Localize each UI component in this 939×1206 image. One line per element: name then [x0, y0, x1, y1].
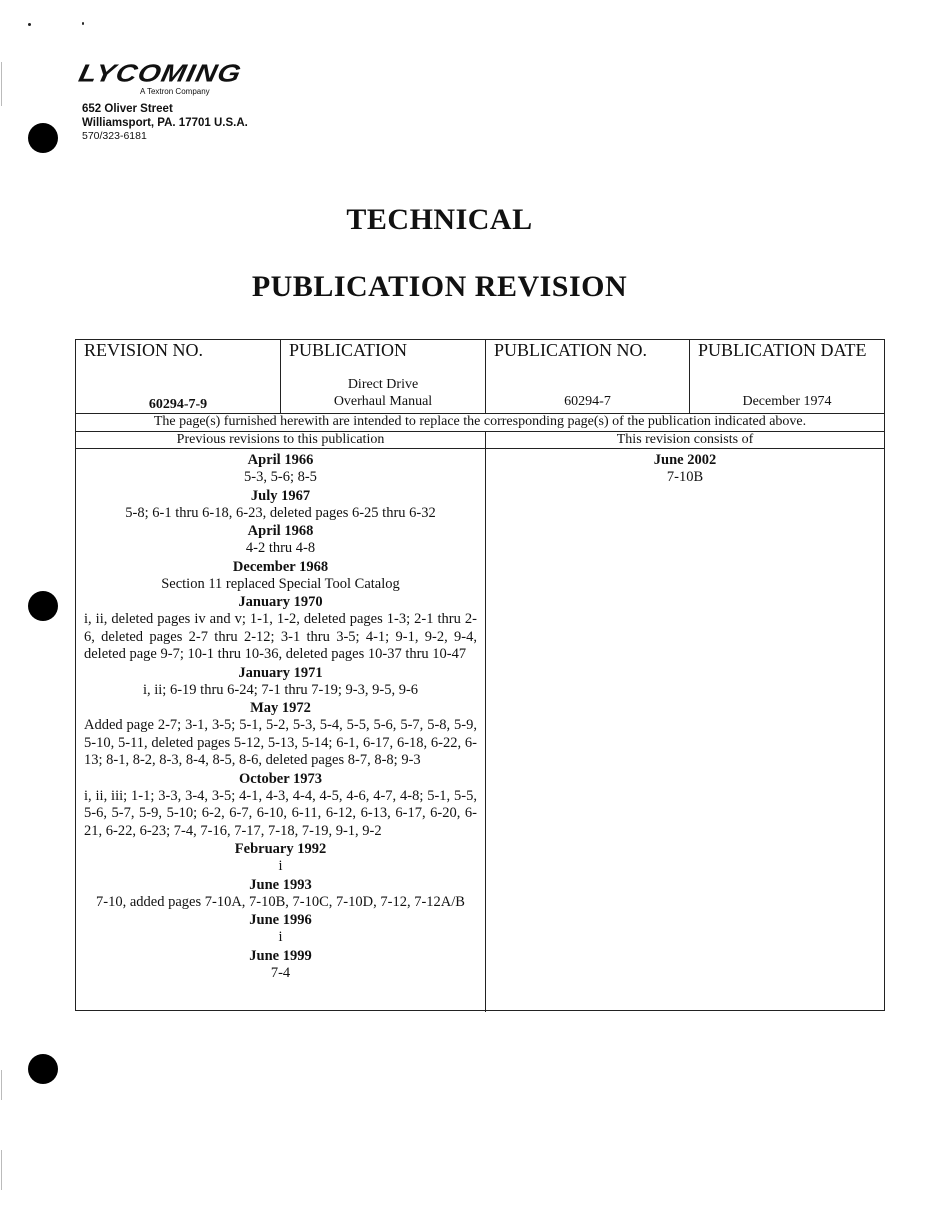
- binder-hole-bottom: [28, 1054, 58, 1084]
- scan-speck: [28, 23, 31, 26]
- revision-date: October 1973: [238, 770, 323, 787]
- publication-date-header: PUBLICATION DATE: [698, 340, 867, 360]
- revision-pages: i, ii, deleted pages iv and v; 1-1, 1-2, deleted pages 1-3; 2-1 thru 2-6, deleted pages 2-7 thru 2-12; 3-1 thru 3-5; 4-1; 9-1, 9-2, 9-4, deleted page 9-7; 10-1 thru 10-36, deleted pages 10-37 thru 10-47: [84, 611, 477, 662]
- revision-no-value: 60294-7-9: [148, 397, 208, 412]
- publication-no-value: 60294-7: [564, 394, 611, 409]
- revision-entry: [84, 452, 477, 487]
- revision-pages: 7-10, added pages 7-10A, 7-10B, 7-10C, 7-10D, 7-12, 7-12A/B: [96, 893, 465, 910]
- revision-date: June 2002: [653, 452, 717, 468]
- previous-revisions-list: [84, 452, 477, 983]
- binder-hole-middle: [28, 591, 58, 621]
- revision-entry: [84, 559, 477, 594]
- company-address: [82, 103, 248, 144]
- revision-date: May 1972: [250, 700, 311, 716]
- revision-date: April 1968: [247, 523, 314, 539]
- scan-speck: [82, 22, 84, 25]
- publication-line-2: Overhaul Manual: [333, 394, 433, 409]
- publication-no-cell: [485, 340, 689, 413]
- revision-entry: [84, 594, 477, 664]
- table-header-row: [76, 340, 884, 414]
- company-logo: LYCOMING: [76, 60, 245, 88]
- publication-no-header: PUBLICATION NO.: [494, 340, 647, 360]
- revision-entry: [84, 665, 477, 700]
- revision-entry: [84, 912, 477, 947]
- publication-cell: [280, 340, 485, 413]
- revision-date: April 1966: [247, 452, 314, 468]
- previous-revisions-header: Previous revisions to this publication: [76, 432, 485, 449]
- revision-date: December 1968: [232, 558, 329, 575]
- revision-pages: 7-4: [270, 964, 291, 981]
- revision-entry: [84, 948, 477, 983]
- address-line-1: 652 Oliver Street: [82, 103, 173, 115]
- revision-date: June 1999: [249, 947, 312, 964]
- publication-date-cell: [689, 340, 884, 413]
- scan-edge-line: [1, 62, 2, 106]
- revision-pages: Section 11 replaced Special Tool Catalog: [161, 575, 400, 592]
- revision-entry: [84, 841, 477, 876]
- document-title-line-2: PUBLICATION REVISION: [251, 270, 628, 303]
- revision-pages: 5-3, 5-6; 8-5: [244, 469, 317, 485]
- document-title-line-1: TECHNICAL: [346, 203, 533, 236]
- revision-entry: [84, 523, 477, 558]
- revision-date: July 1967: [250, 487, 311, 504]
- publication-header: PUBLICATION: [289, 340, 408, 360]
- current-revision-header: This revision consists of: [486, 432, 884, 449]
- revision-entry: [84, 488, 477, 523]
- revision-entry: [84, 877, 477, 912]
- revision-date: June 1993: [249, 876, 312, 893]
- scan-edge-line: [1, 1150, 2, 1190]
- revision-pages: i, ii, iii; 1-1; 3-3, 3-4, 3-5; 4-1, 4-3, 4-4, 4-5, 4-6, 4-7, 4-8; 5-1, 5-5, 5-6, 5-7, 5-9, 5-10; 6-2, 6-7, 6-10, 6-11, 6-12, 6-13, 6-17, 6-20, 6-21, 6-22, 6-23; 7-4, 7-16, 7-17, 7-18, 7-19, 9-1, 9-2: [84, 787, 477, 839]
- column-divider: [485, 432, 486, 1012]
- revision-no-header: REVISION NO.: [84, 340, 203, 360]
- revision-no-cell: [76, 340, 280, 413]
- current-revision-list: [486, 452, 884, 488]
- revision-entry: [84, 771, 477, 841]
- scan-edge-line: [1, 1070, 2, 1100]
- revision-pages: Added page 2-7; 3-1, 3-5; 5-1, 5-2, 5-3, 5-4, 5-5, 5-6, 5-7, 5-8, 5-9, 5-10, 5-11, deleted pages 5-12, 5-13, 5-14; 6-1, 6-17, 6-18, 6-22, 6-13; 8-1, 8-2, 8-3, 8-4, 8-5, 8-6, deleted pages 8-7, 8-8; 9-3: [84, 717, 477, 768]
- company-tagline: A Textron Company: [140, 87, 210, 96]
- revision-table: [75, 339, 885, 1011]
- revision-pages: 5-8; 6-1 thru 6-18, 6-23, deleted pages 6-25 thru 6-32: [125, 504, 436, 521]
- revision-entry: [486, 452, 884, 487]
- binder-hole-top: [28, 123, 58, 153]
- revision-pages: 7-10B: [666, 469, 704, 485]
- publication-date-value: December 1974: [742, 394, 832, 409]
- revision-date: February 1992: [234, 841, 327, 857]
- revision-date: January 1970: [238, 594, 323, 610]
- replacement-notice: The page(s) furnished herewith are intended to replace the corresponding page(s) of the publication indicated above.: [76, 414, 884, 432]
- revision-pages: i, ii; 6-19 thru 6-24; 7-1 thru 7-19; 9-3, 9-5, 9-6: [142, 681, 419, 698]
- revision-pages: 4-2 thru 4-8: [245, 540, 316, 556]
- publication-line-1: Direct Drive: [347, 377, 419, 392]
- company-phone: 570/323-6181: [82, 130, 147, 142]
- revision-date: January 1971: [238, 664, 323, 681]
- revision-date: June 1996: [249, 912, 312, 928]
- address-line-2: Williamsport, PA. 17701 U.S.A.: [82, 116, 248, 129]
- revision-pages: i: [278, 929, 283, 945]
- revision-entry: [84, 700, 477, 770]
- revision-pages: i: [278, 858, 283, 874]
